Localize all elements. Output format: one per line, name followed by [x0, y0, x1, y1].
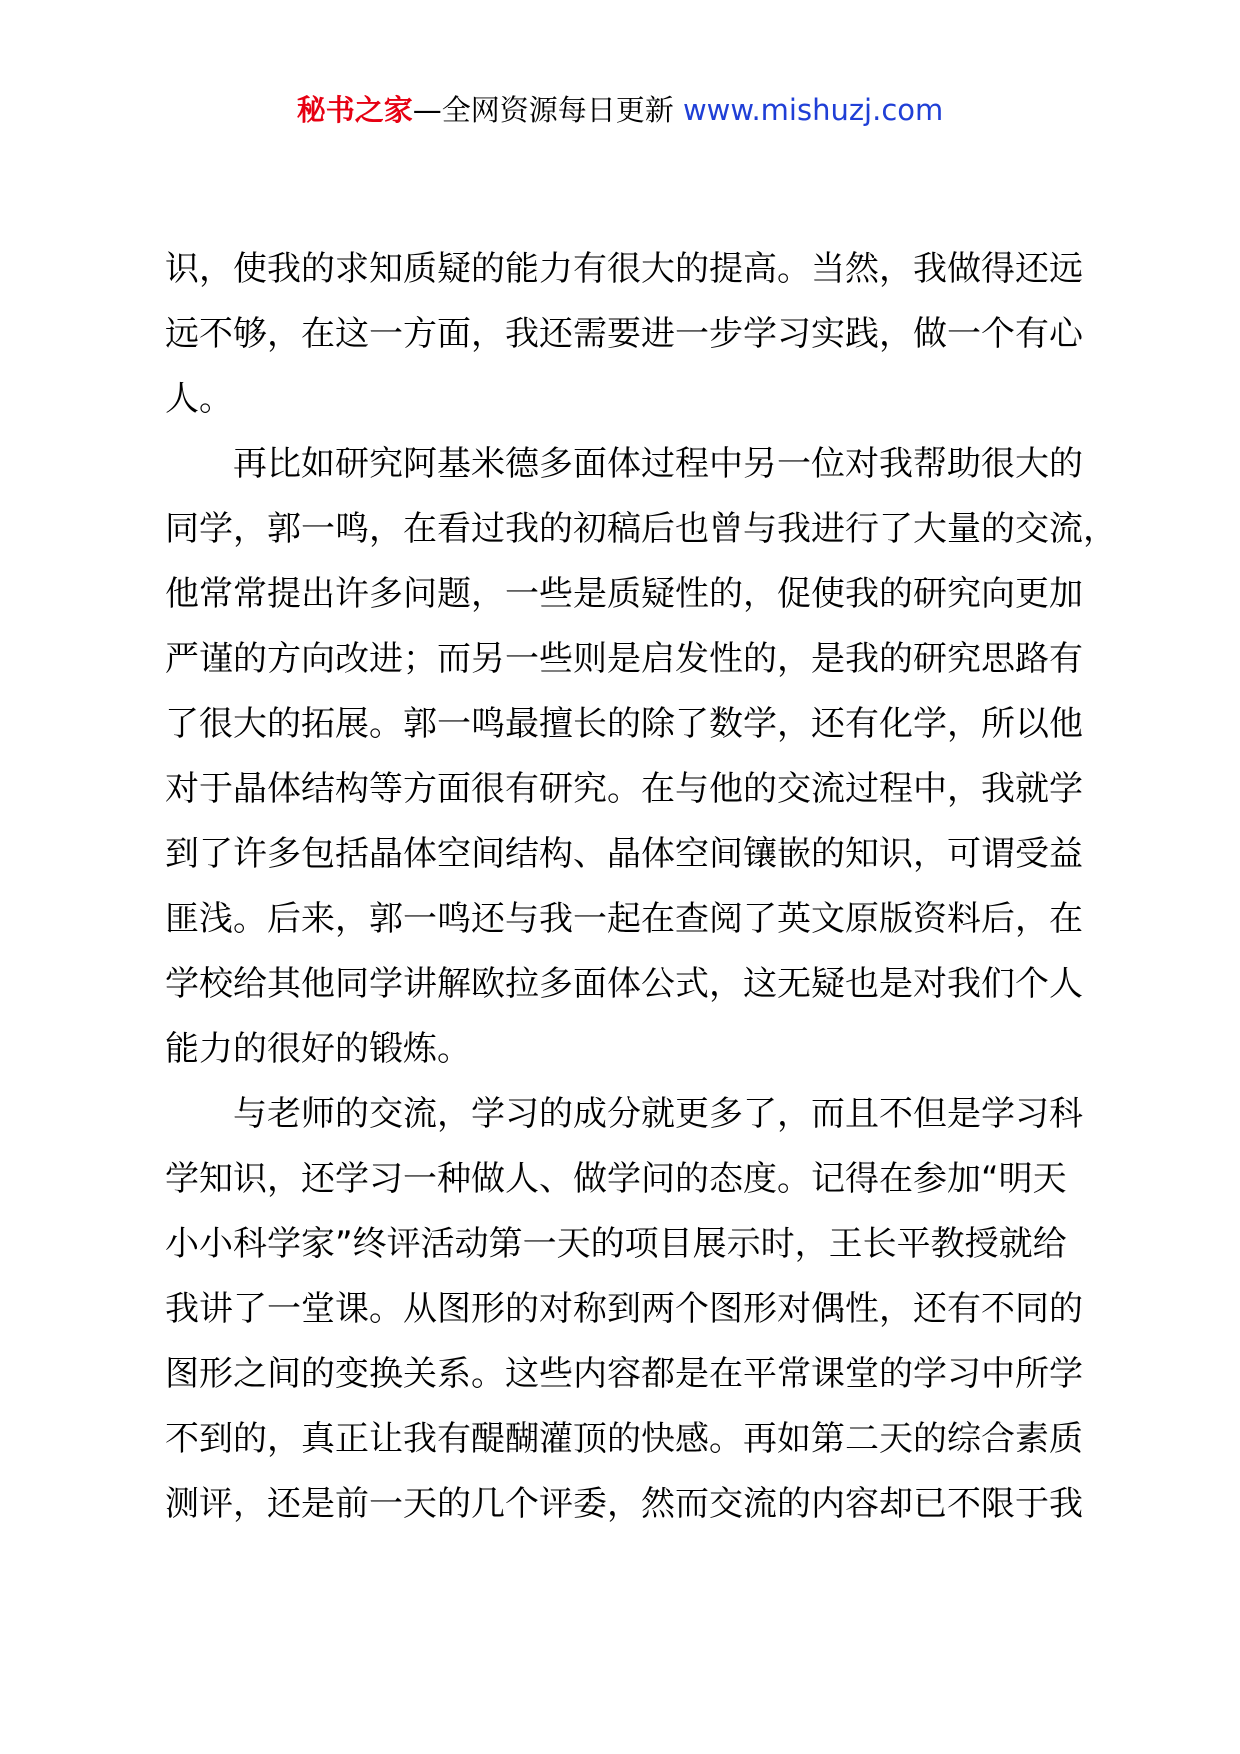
text-line: 不到的，真正让我有醍醐灌顶的快感。再如第二天的综合素质 [165, 1419, 1083, 1459]
text-line: 到了许多包括晶体空间结构、晶体空间镶嵌的知识，可谓受益 [165, 834, 1083, 874]
text-line: 匪浅。后来，郭一鸣还与我一起在查阅了英文原版资料后，在 [165, 899, 1083, 939]
text-line: 他常常提出许多问题，一些是质疑性的，促使我的研究向更加 [165, 574, 1083, 614]
text-line: 严谨的方向改进；而另一些则是启发性的，是我的研究思路有 [165, 639, 1083, 679]
page-header [0, 88, 1240, 132]
text-line: 与老师的交流，学习的成分就更多了，而且不但是学习科 [165, 1094, 1083, 1134]
text-line: 小小科学家”终评活动第一天的项目展示时，王长平教授就给 [165, 1224, 1067, 1264]
text-line: 同学，郭一鸣，在看过我的初稿后也曾与我进行了大量的交流， [165, 509, 1117, 549]
site-url-link[interactable]: www.mishuzj.com [682, 93, 944, 127]
document-body [165, 237, 1125, 1537]
text-line: 识，使我的求知质疑的能力有很大的提高。当然，我做得还远 [165, 249, 1083, 289]
text-line: 学知识，还学习一种做人、做学问的态度。记得在参加“明天 [165, 1159, 1067, 1199]
text-line: 图形之间的变换关系。这些内容都是在平常课堂的学习中所学 [165, 1354, 1083, 1394]
brand-name: 秘书之家 [296, 93, 413, 127]
text-line: 了很大的拓展。郭一鸣最擅长的除了数学，还有化学，所以他 [165, 704, 1083, 744]
text-line: 对于晶体结构等方面很有研究。在与他的交流过程中，我就学 [165, 769, 1083, 809]
text-line: 远不够，在这一方面，我还需要进一步学习实践，做一个有心 [165, 314, 1083, 354]
text-line: 我讲了一堂课。从图形的对称到两个图形对偶性，还有不同的 [165, 1289, 1083, 1329]
text-line: 测评，还是前一天的几个评委，然而交流的内容却已不限于我 [165, 1484, 1083, 1524]
text-line: 人。 [165, 379, 233, 419]
text-line: 能力的很好的锻炼。 [165, 1029, 471, 1069]
text-line: 再比如研究阿基米德多面体过程中另一位对我帮助很大的 [165, 444, 1083, 484]
header-tagline: —全网资源每日更新 [412, 93, 683, 127]
text-line: 学校给其他同学讲解欧拉多面体公式，这无疑也是对我们个人 [165, 964, 1083, 1004]
